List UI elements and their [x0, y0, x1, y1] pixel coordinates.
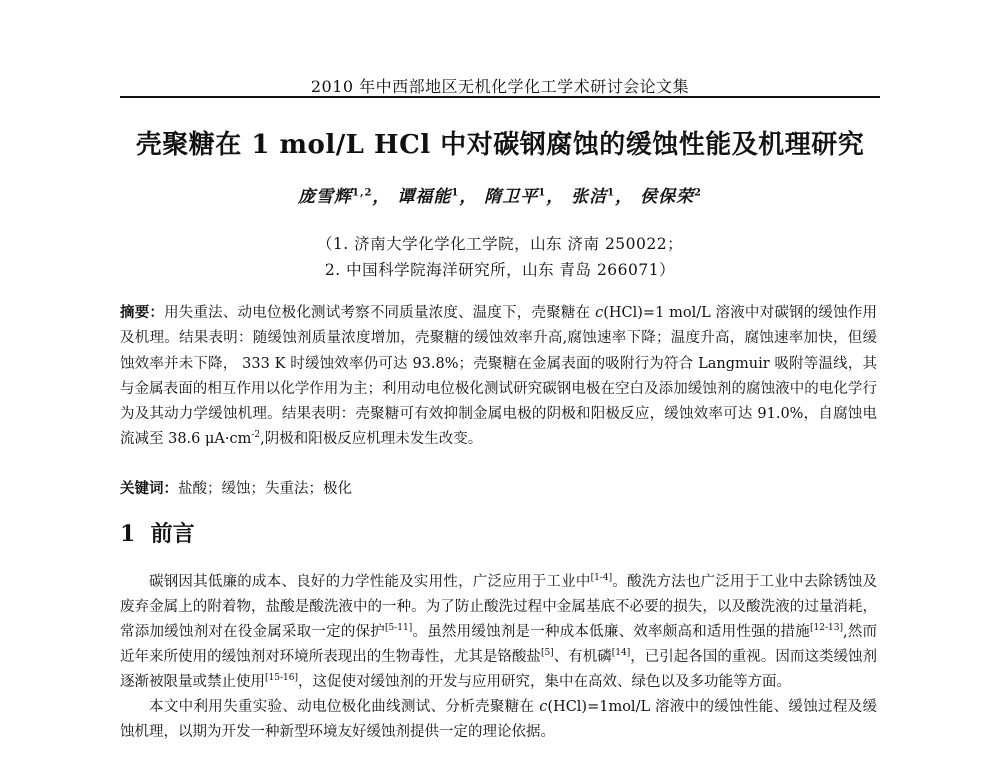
citation: [14] [611, 648, 631, 659]
author-name: 张洁 [571, 187, 608, 207]
citation: [5-11] [385, 623, 413, 634]
affiliation-2: 2. 中国科学院海洋研究所，山东 青岛 266071） [324, 261, 676, 279]
author-affil-mark: 2 [694, 187, 702, 199]
abstract-exponent: -2 [251, 430, 261, 441]
abstract-text: 用失重法、动电位极化测试考察不同质量浓度、温度下，壳聚糖在 [164, 305, 596, 321]
conc-symbol: c [539, 699, 548, 715]
citation: [15-16] [265, 673, 298, 684]
intro-body [120, 570, 877, 745]
abstract-text: ,阴极和阳极反应机理未发生改变。 [260, 431, 483, 448]
header-rule [120, 96, 880, 98]
keywords-text: 盐酸；缓蚀；失重法；极化 [178, 481, 352, 497]
body-text: (HCl)=1mol/L 溶液中的缓蚀性能、缓蚀过程及缓蚀机理，以期为开发一种新型环境友好缓蚀剂提供一定的理论依据。 [120, 699, 877, 740]
section-title: 前言 [150, 521, 195, 547]
abstract-conc-symbol: c [595, 305, 604, 321]
author-name: 侯保荣 [640, 187, 695, 207]
abstract-label: 摘要： [120, 304, 165, 321]
keywords [120, 477, 877, 498]
author-affil-mark: 1,2 [352, 187, 373, 199]
running-header: 2010 年中西部地区无机化学化工学术研讨会论文集 [310, 77, 690, 96]
author-affil-mark: 1 [607, 187, 616, 199]
body-text: 。虽然用缓蚀剂是一种成本低廉、效率颇高和适用性强的措施 [412, 624, 810, 640]
paper-title: 壳聚糖在 1 mol/L HCl 中对碳钢腐蚀的缓蚀性能及机理研究 [135, 130, 865, 160]
author-name: 庞雪辉 [298, 187, 353, 207]
citation: [12-13] [810, 623, 843, 634]
author-name: 隋卫平 [484, 187, 539, 207]
section-heading [120, 517, 195, 548]
body-text: 、有机磷 [553, 649, 612, 665]
body-text: 碳钢因其低廉的成本、良好的力学性能及实用性，广泛应用于工业中 [149, 574, 591, 590]
intro-paragraph-1 [120, 570, 877, 695]
author-separator: ， [459, 187, 478, 207]
body-text: 。酸洗方法也广泛用于工业中去除锈蚀及废弃金属上的附着物，盐酸是酸洗液中的一种。为了防止酸洗过程中金属基底不必要的损失，以及酸洗液的过量消耗，常添加缓蚀剂对在役金属采取一定的保护 [120, 574, 878, 640]
author-affil-mark: 1 [538, 187, 547, 199]
affiliation-1: （1. 济南大学化学化工学院，山东 济南 250022； [316, 235, 684, 253]
body-text: ，已引起各国的重视。因而这类缓蚀剂逐渐被限量或禁止使用 [120, 649, 878, 690]
author-name: 谭福能 [397, 187, 452, 207]
abstract [120, 300, 877, 453]
abstract-text: (HCl)=1 mol/L 溶液中对碳钢的缓蚀作用及机理。结果表明：随缓蚀剂质量浓度增加，壳聚糖的缓蚀效率升高,腐蚀速率下降；温度升高，腐蚀速率加快，但缓蚀效率并未下降， 333 K 时缓蚀效率仍可达 93.8%；壳聚糖在金属表面的吸附行为符合 Langmuir 吸附等温线，其与金属表面的相互作用以化学作用为主；利用动电位极化测试研究碳钢电极在空白及添加缓蚀剂的腐蚀液中的电化学行为及其动力学缓蚀机理。结果表明：壳聚糖可有效抑制金属电极的阴极和阳极反应，缓蚀效率可达 91.0%，自腐蚀电流减至 38.6 μA·cm [120, 305, 878, 448]
section-number: 1 [120, 521, 136, 547]
citation: [5] [540, 648, 554, 659]
author-separator: ， [615, 187, 634, 207]
author-separator: ， [372, 187, 391, 207]
intro-paragraph-2 [120, 695, 877, 745]
author-separator: ， [546, 187, 565, 207]
author-affil-mark: 1 [451, 187, 460, 199]
body-text: ，这促使对缓蚀剂的开发与应用研究，集中在高效、绿色以及多功能等方面。 [297, 674, 791, 690]
body-text: 本文中利用失重实验、动电位极化曲线测试、分析壳聚糖在 [149, 699, 540, 715]
keywords-label: 关键词： [120, 480, 178, 497]
body-text: ,然而近年来所使用的缓蚀剂对环境所表现出的生物毒性，尤其是铬酸盐 [120, 624, 878, 665]
author-list [150, 182, 850, 207]
citation: [1-4] [590, 573, 613, 584]
